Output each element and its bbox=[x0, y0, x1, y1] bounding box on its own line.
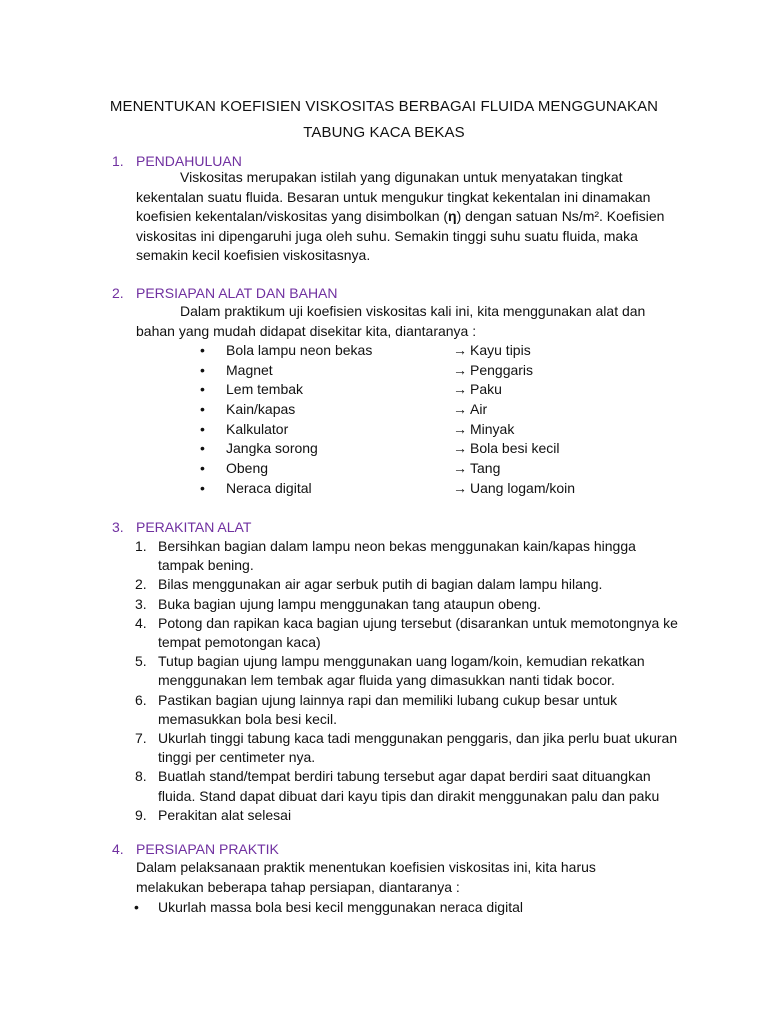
tool-row bbox=[200, 420, 620, 440]
arrow-right-icon: → bbox=[453, 361, 467, 378]
title-line-2: TABUNG KACA BEKAS bbox=[303, 124, 465, 141]
assembly-step bbox=[112, 652, 682, 690]
step-number: 4. bbox=[135, 614, 147, 631]
tool-row bbox=[200, 479, 620, 499]
tool-item-left: Kain/kapas bbox=[226, 401, 296, 418]
step-number: 8. bbox=[135, 768, 147, 785]
step-text: Bilas menggunakan air agar serbuk putih di bagian dalam lampu hilang. bbox=[158, 576, 603, 593]
section-2-paragraph: Dalam praktikum uji koefisien viskositas kali ini, kita menggunakan alat dan bahan yang mudah didapat disekitar kita, diantaranya : bbox=[136, 303, 646, 339]
step-number: 2. bbox=[135, 576, 147, 593]
arrow-right-icon: → bbox=[453, 479, 467, 496]
tool-item-right: Minyak bbox=[470, 420, 515, 437]
section-3-number: 3. bbox=[112, 519, 124, 535]
tool-item-right: Uang logam/koin bbox=[470, 479, 576, 496]
step-text: Tutup bagian ujung lampu menggunakan uang logam/koin, kemudian rekatkan menggunakan lem tembak agar fluida yang dimasukkan nanti tidak bocor. bbox=[158, 653, 645, 689]
section-1-title: PENDAHULUAN bbox=[136, 153, 242, 169]
assembly-step bbox=[112, 691, 682, 729]
tool-item-left: Neraca digital bbox=[226, 479, 312, 496]
assembly-step bbox=[112, 729, 682, 767]
assembly-step bbox=[112, 537, 682, 575]
step-text: Perakitan alat selesai bbox=[158, 806, 292, 823]
tool-item-left: Jangka sorong bbox=[226, 440, 318, 457]
section-2-heading bbox=[112, 283, 338, 303]
bullet-icon: • bbox=[200, 361, 205, 378]
bullet-icon: • bbox=[200, 460, 205, 477]
section-2-title: PERSIAPAN ALAT DAN BAHAN bbox=[136, 285, 338, 301]
step-text: Ukurlah tinggi tabung kaca tadi menggunakan penggaris, dan jika perlu buat ukuran tinggi per centimeter nya. bbox=[158, 730, 678, 766]
assembly-step bbox=[112, 767, 682, 805]
tool-item-right: Bola besi kecil bbox=[470, 440, 560, 457]
bullet-icon: • bbox=[200, 479, 205, 496]
preparation-item-text: Ukurlah massa bola besi kecil menggunakan neraca digital bbox=[158, 899, 523, 915]
bullet-icon: • bbox=[200, 420, 205, 437]
step-number: 6. bbox=[135, 691, 147, 708]
tool-item-right: Kayu tipis bbox=[470, 342, 531, 358]
section-1-paragraph bbox=[136, 168, 666, 266]
arrow-right-icon: → bbox=[453, 401, 467, 418]
assembly-step bbox=[112, 806, 682, 825]
arrow-right-icon: → bbox=[453, 440, 467, 457]
section-3-heading bbox=[112, 517, 251, 537]
bullet-icon: • bbox=[200, 381, 205, 398]
assembly-step bbox=[112, 575, 682, 594]
title-line-1: MENENTUKAN KOEFISIEN VISKOSITAS BERBAGAI FLUIDA MENGGUNAKAN bbox=[109, 98, 659, 115]
tool-item-right: Air bbox=[470, 401, 488, 418]
tool-item-left: Kalkulator bbox=[226, 420, 289, 437]
step-text: Potong dan rapikan kaca bagian ujung tersebut (disarankan untuk memotongnya ke tempat pemotongan kaca) bbox=[158, 614, 678, 651]
tool-item-left: Lem tembak bbox=[226, 381, 304, 398]
tool-item-left: Bola lampu neon bekas bbox=[226, 342, 373, 358]
section-4-number: 4. bbox=[112, 841, 124, 857]
tool-item-left: Obeng bbox=[226, 460, 269, 477]
assembly-step bbox=[112, 595, 682, 614]
tool-item-right: Tang bbox=[470, 460, 501, 477]
tool-item-right: Paku bbox=[470, 381, 502, 398]
tool-row bbox=[200, 341, 620, 361]
bullet-icon: • bbox=[200, 342, 205, 358]
tool-row bbox=[200, 400, 620, 420]
bullet-icon: • bbox=[200, 440, 205, 457]
section-1-number: 1. bbox=[112, 153, 124, 169]
section-4-title: PERSIAPAN PRAKTIK bbox=[136, 841, 279, 857]
bullet-icon: • bbox=[200, 401, 205, 418]
assembly-steps-list bbox=[112, 537, 682, 825]
step-text: Buka bagian ujung lampu menggunakan tang ataupun obeng. bbox=[158, 595, 541, 612]
assembly-step bbox=[112, 614, 682, 652]
tool-item-left: Magnet bbox=[226, 361, 273, 378]
document-title bbox=[60, 94, 708, 146]
arrow-right-icon: → bbox=[453, 420, 467, 437]
step-number: 1. bbox=[135, 538, 147, 554]
step-number: 9. bbox=[135, 806, 147, 823]
tool-row bbox=[200, 380, 620, 400]
tool-item-right: Penggaris bbox=[470, 361, 534, 378]
arrow-right-icon: → bbox=[453, 342, 467, 358]
step-text: Buatlah stand/tempat berdiri tabung tersebut agar dapat berdiri saat dituangkan fluida. Stand dapat dibuat dari kayu tipis dan dirakit menggunakan palu dan paku bbox=[158, 768, 660, 804]
arrow-right-icon: → bbox=[453, 460, 467, 477]
step-number: 3. bbox=[135, 595, 147, 612]
tools-list bbox=[200, 341, 620, 499]
step-number: 7. bbox=[135, 730, 147, 747]
tool-row bbox=[200, 361, 620, 381]
arrow-right-icon: → bbox=[453, 381, 467, 398]
section-1-text-before: Viskositas merupakan istilah yang digunakan untuk menyatakan tingkat kekentalan suatu fluida. Besaran untuk mengukur tingkat kekentalan ini dinamakan koefisien kekentalan/viskositas yang disimbolkan ( bbox=[136, 169, 651, 224]
bullet-icon: • bbox=[134, 899, 139, 915]
section-4-paragraph: Dalam pelaksanaan praktik menentukan koefisien viskositas ini, kita harus melakukan beberapa tahap persiapan, diantaranya : bbox=[136, 859, 596, 895]
section-4-heading bbox=[112, 839, 279, 859]
section-3-title: PERAKITAN ALAT bbox=[136, 519, 252, 535]
tool-row bbox=[200, 459, 620, 479]
tool-row bbox=[200, 439, 620, 459]
step-number: 5. bbox=[135, 653, 147, 670]
section-2-number: 2. bbox=[112, 285, 124, 301]
viscosity-symbol: η bbox=[448, 208, 457, 224]
step-text: Pastikan bagian ujung lainnya rapi dan memiliki lubang cukup besar untuk memasukkan bola besi kecil. bbox=[158, 691, 618, 727]
section-1-text-after: ) dengan satuan Ns/m². Koefisien viskositas ini dipengaruhi juga oleh suhu. Semakin tinggi suhu suatu fluida, maka semakin kecil koefisien viskositasnya. bbox=[136, 208, 665, 263]
step-text: Bersihkan bagian dalam lampu neon bekas menggunakan kain/kapas hingga tampak bening. bbox=[158, 538, 636, 574]
